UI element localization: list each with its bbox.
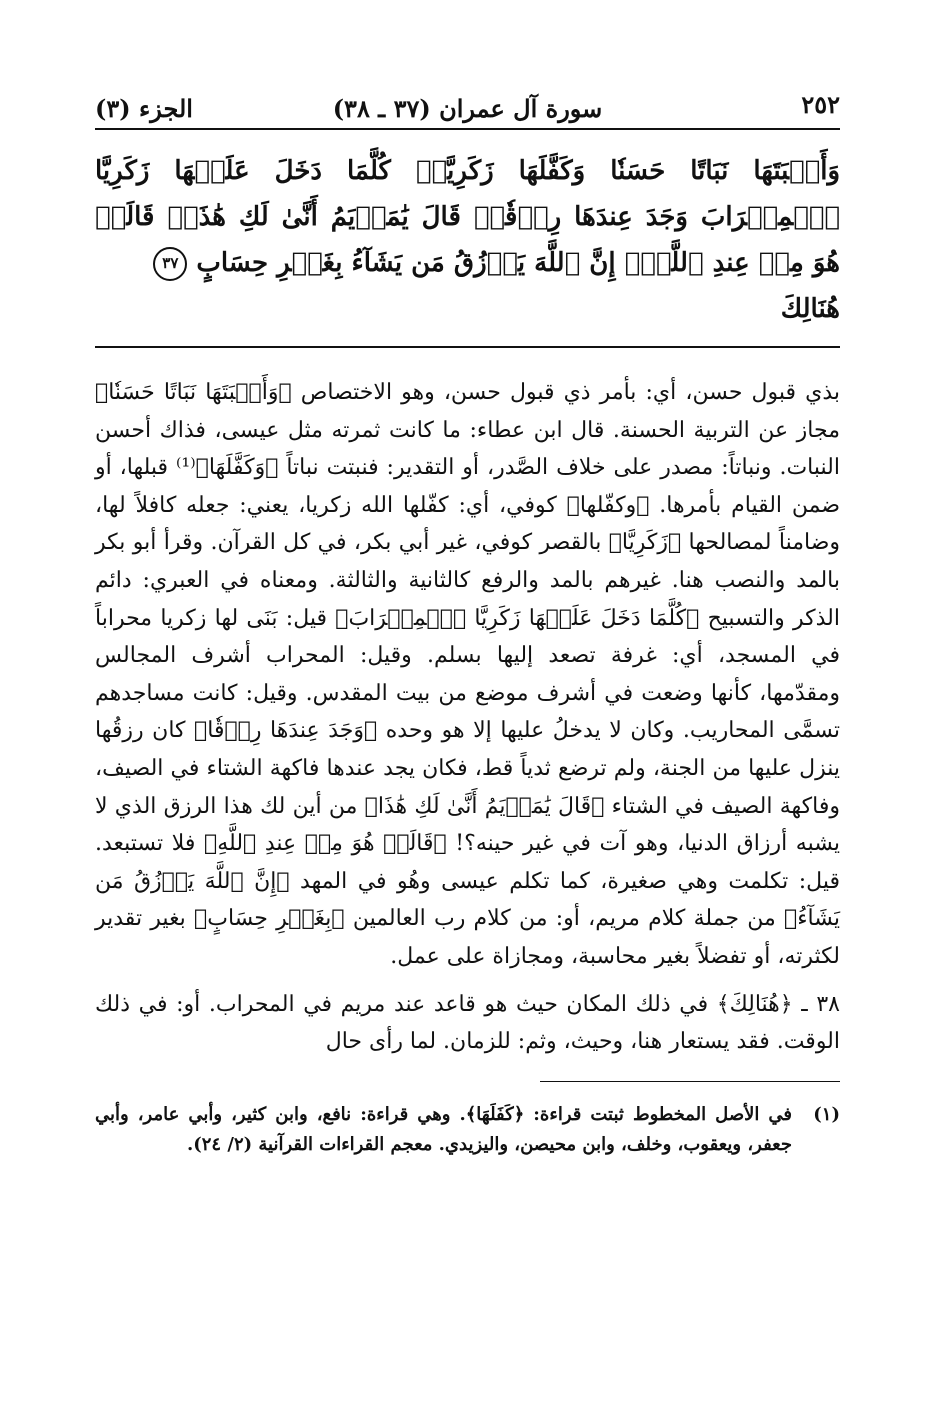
juz-label: الجزء (٣): [95, 94, 193, 123]
page-number: ٢٥٢: [801, 90, 840, 119]
footnote: [95, 1100, 840, 1160]
commentary-paragraph: ٣٨ ـ ﴿هُنَالِكَ﴾ في ذلك المكان حيث هو قاعد عند مريم في المحراب. أو: في ذلك الوقت. فقد يستعار هنا، وحيث، وثم: للزمان. لما رأى حال: [95, 991, 840, 1055]
verse-divider: [95, 346, 840, 348]
header-divider: [95, 128, 840, 130]
verse-continuation: هُنَالِكَ: [780, 294, 840, 324]
book-page: [95, 80, 840, 1160]
surah-title: سورة آل عمران (٣٧ ـ ٣٨): [332, 94, 603, 123]
verse-text: وَأَنۢبَتَهَا نَبَاتًا حَسَنٗا وَكَفَّلَهَا زَكَرِيَّاۖ كُلَّمَا دَخَلَ عَلَيۡهَا زَكَرِيَّا ٱلۡمِحۡرَابَ وَجَدَ عِندَهَا رِزۡقٗاۖ قَالَ يَٰمَرۡيَمُ أَنَّىٰ لَكِ هَٰذَاۖ قَالَتۡ هُوَ مِنۡ عِندِ ٱللَّهِۖ إِنَّ ٱللَّهَ يَرۡزُقُ مَن يَشَآءُ بِغَيۡرِ حِسَابٍ: [95, 156, 840, 278]
page-header: [95, 80, 840, 140]
commentary: [95, 374, 840, 1061]
footnote-text: في الأصل المخطوط ثبتت قراءة: ﴿كَفَلَهَا﴾. وهي قراءة: نافع، وابن كثير، وأبي عامر، وأبي جعفر، ويعقوب، وخلف، وابن محيصن، واليزيدي. معجم القراءات القرآنية (٢/ ٢٤).: [95, 1103, 792, 1155]
footnote-divider: [540, 1081, 840, 1082]
commentary-paragraph: بذي قبول حسن، أي: بأمر ذي قبول حسن، وهو الاختصاص ﴿وَأَنۢبَتَهَا نَبَاتًا حَسَنٗا﴾ مجاز عن التربية الحسنة. قال ابن عطاء: ما كانت ثمرته مثل عيسى، فذاك أحسن النبات. ونباتاً: مصدر على خلاف الصَّدر، أو التقدير: فنبتت نباتاً ﴿وَكَفَّلَهَا﴾⁽¹⁾ قبلها، أو ضمن القيام بأمرها. ﴿وكفّلها﴾ كوفي، أي: كفّلها الله زكريا، يعني: جعله كافلاً لها، وضامناً لمصالحها ﴿زَكَرِيَّا﴾ بالقصر كوفي، غير أبي بكر، في كل القرآن. وقرأ أبو بكر بالمد والنصب هنا. غيرهم بالمد والرفع كالثانية والثالثة. ومعناه في العبري: دائم الذكر والتسبيح ﴿كُلَّمَا دَخَلَ عَلَيۡهَا زَكَرِيَّا ٱلۡمِحۡرَابَ﴾ قيل: بَنَى لها زكريا محراباً في المسجد، أي: غرفة تصعد إليها بسلم. وقيل: المحراب أشرف المجالس ومقدّمها، كأنها وضعت في أشرف موضع من بيت المقدس. وقيل: كانت مساجدهم تسمَّى المحاريب. وكان لا يدخلُ عليها إلا هو وحده ﴿وَجَدَ عِندَهَا رِزۡقٗا﴾ كان رزقُها ينزل عليها من الجنة، ولم ترضع ثدياً قط، فكان يجد عندها فاكهة الشتاء في الصيف، وفاكهة الصيف في الشتاء ﴿قَالَ يَٰمَرۡيَمُ أَنَّىٰ لَكِ هَٰذَا﴾ من أين لك هذا الرزق الذي لا يشبه أرزاق الدنيا، وهو آت في غير حينه؟! ﴿قَالَتۡ هُوَ مِنۡ عِندِ ٱللَّهِ﴾ فلا تستبعد. قيل: تكلمت وهي صغيرة، كما تكلم عيسى وهُو في المهد ﴿إِنَّ ٱللَّهَ يَرۡزُقُ مَن يَشَآءُ﴾ من جملة كلام مريم، أو: من كلام رب العالمين ﴿بِغَيۡرِ حِسَابٍ﴾ بغير تقدير لكثرته، أو تفضلاً بغير محاسبة، ومجازاة على عمل.: [95, 380, 840, 969]
footnote-number: (١): [813, 1103, 840, 1125]
quran-verse: [95, 148, 840, 332]
ayah-number-marker: ٣٧: [153, 247, 187, 281]
